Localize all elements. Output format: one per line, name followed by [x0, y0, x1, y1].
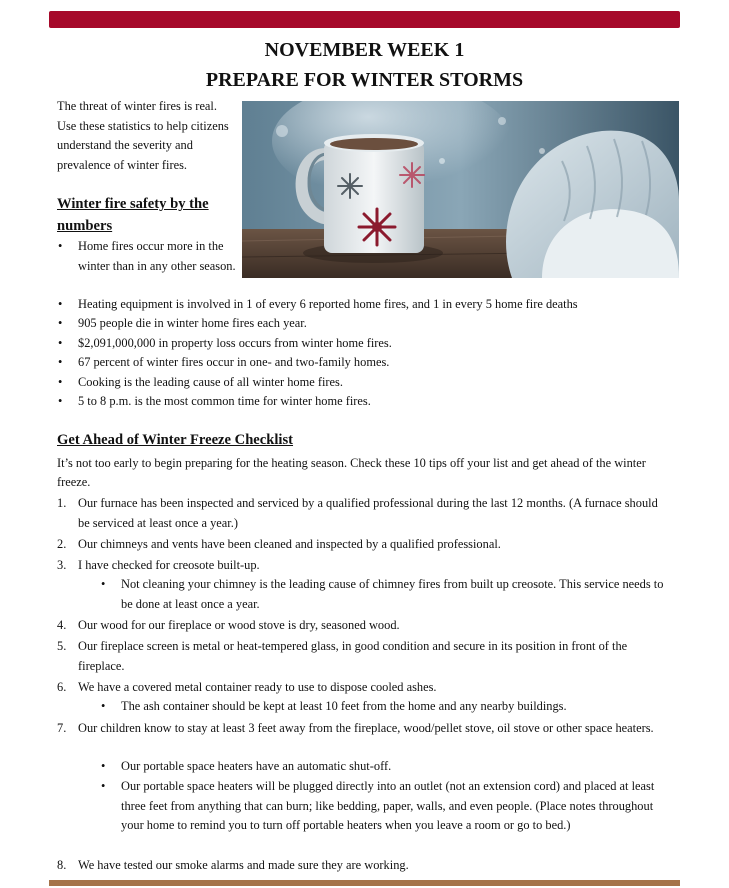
checklist-number: 2. [57, 537, 67, 551]
checklist-item: We have a covered metal container ready to use to dispose cooled ashes. [78, 680, 437, 694]
checklist-number: 8. [57, 858, 67, 872]
checklist-subitem: • Not cleaning your chimney is the leading cause of chimney fires from built up creosote. This service needs to be done at least once a year. [121, 575, 666, 614]
checklist-number: 7. [57, 721, 67, 735]
section-heading-fire-safety: Winter fire safety by the numbers [57, 196, 209, 234]
checklist-intro: It’s not too early to begin preparing for the heating season. Check these 10 tips off your list and get ahead of the winter freeze. [57, 456, 646, 489]
checklist-item: Our furnace has been inspected and serviced by a qualified professional during the last 12 months. (A furnace should be serviced at least once a year.) [78, 496, 658, 530]
header-accent-bar [49, 11, 680, 28]
checklist-subitem: • Our portable space heaters have an automatic shut-off. [121, 757, 666, 777]
list-item: • 5 to 8 p.m. is the most common time for winter home fires. [78, 392, 371, 412]
section-heading-checklist: Get Ahead of Winter Freeze Checklist [57, 432, 294, 448]
list-item: • $2,091,000,000 in property loss occurs from winter home fires. [78, 334, 392, 354]
checklist-item: Our wood for our fireplace or wood stove is dry, seasoned wood. [78, 618, 400, 632]
checklist-item: I have checked for creosote built-up. [78, 558, 260, 572]
checklist-item: We have tested our smoke alarms and made sure they are working. [78, 858, 409, 872]
checklist-subitem: • Our portable space heaters will be plugged directly into an outlet (not an extension cord) and placed at least three feet from anything that can burn; like bedding, paper, walls, and even people. (Place notes throughout your home to remind you to turn off portable heaters when you leave a room or go to bed.) [121, 777, 666, 836]
page-title: NOVEMBER WEEK 1 [264, 39, 465, 61]
list-item: • Heating equipment is involved in 1 of every 6 reported home fires, and 1 in every 5 home fire deaths [78, 295, 578, 315]
footer-accent-bar [49, 880, 680, 886]
checklist-number: 1. [57, 496, 67, 510]
checklist-number: 3. [57, 558, 67, 572]
checklist-item: Our fireplace screen is metal or heat-tempered glass, in good condition and secure in its position in front of the fireplace. [78, 639, 628, 673]
checklist-number: 5. [57, 639, 67, 653]
checklist-subitem: • The ash container should be kept at least 10 feet from the home and any nearby buildings. [121, 697, 666, 717]
checklist-item: Our children know to stay at least 3 feet away from the fireplace, wood/pellet stove, oil stove or other space heaters. [78, 721, 654, 735]
checklist-item: Our chimneys and vents have been cleaned and inspected by a qualified professional. [78, 537, 501, 551]
checklist-number: 4. [57, 618, 67, 632]
intro-paragraph: The threat of winter fires is real. Use these statistics to help citizens understand the severity and prevalence of winter fires. [57, 99, 229, 172]
list-item: • 67 percent of winter fires occur in one- and two-family homes. [78, 353, 389, 373]
list-item: • 905 people die in winter home fires each year. [78, 314, 307, 334]
list-item: • Cooking is the leading cause of all winter home fires. [78, 373, 343, 393]
winter-mug-photo [242, 101, 679, 278]
checklist-number: 6. [57, 680, 67, 694]
list-item: • Home fires occur more in the winter than in any other season. [78, 237, 238, 276]
page-subtitle: PREPARE FOR WINTER STORMS [205, 69, 524, 91]
